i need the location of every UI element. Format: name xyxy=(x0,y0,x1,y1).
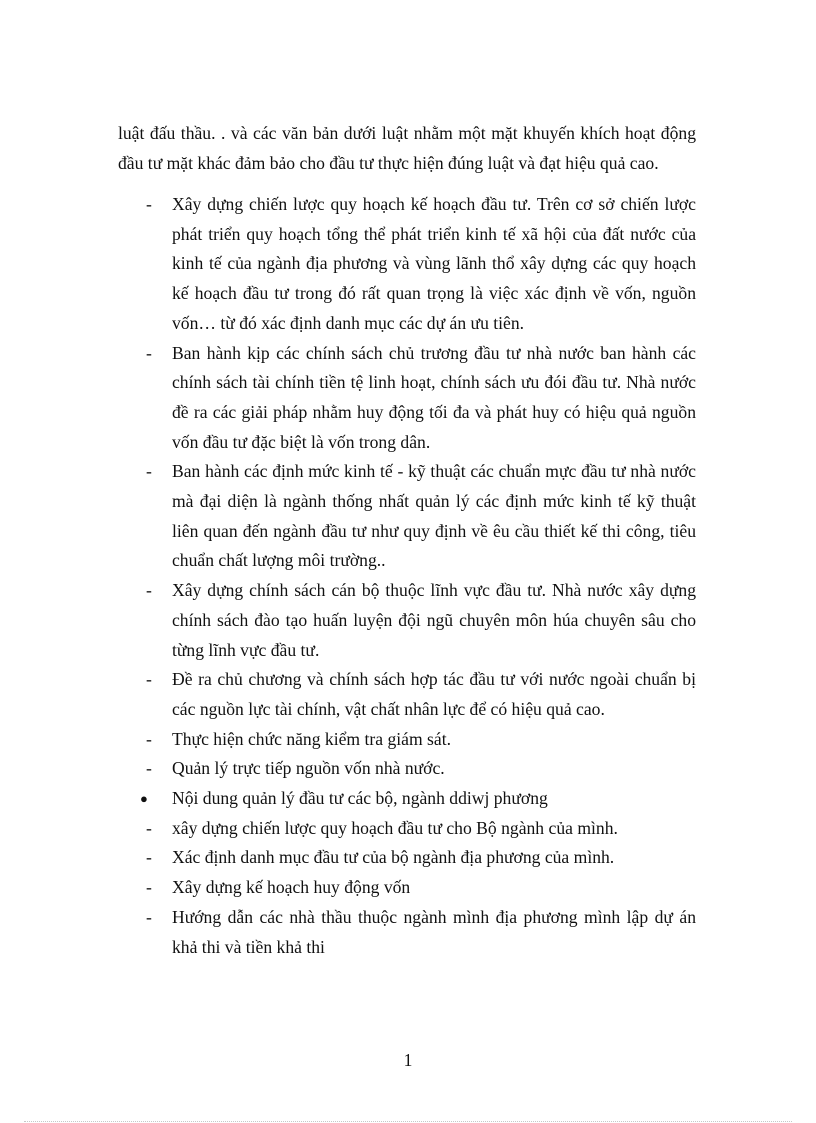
dash-marker: - xyxy=(146,877,152,898)
list-item xyxy=(146,190,696,339)
dash-marker: - xyxy=(146,194,152,214)
list-item xyxy=(146,457,696,576)
dash-marker: - xyxy=(146,817,152,838)
dash-marker: - xyxy=(146,906,152,927)
list-item xyxy=(146,754,696,784)
footer-divider xyxy=(24,1121,792,1122)
list-item-text: Xây dựng chiến lược quy hoạch kế hoạch đầu tư. Trên cơ sở chiến lược phát triển quy hoạch tổng thể phát triển kinh tế xã hội của đất nước của kinh tế của ngành địa phương và vùng lãnh thổ xây dựng các quy hoạch kế hoạch đầu tư trong đó rất quan trọng là việc xác định về vốn, nguồn vốn… từ đó xác định danh mục các dự án ưu tiên. xyxy=(172,194,696,333)
section-heading-text: Nội dung quản lý đầu tư các bộ, ngành ddiwj phương xyxy=(172,788,548,809)
list-item-text: Xác định danh mục đầu tư của bộ ngành địa phương của mình. xyxy=(172,847,615,868)
list-item xyxy=(146,725,696,755)
dash-marker: - xyxy=(146,580,152,601)
list-item-text: Xây dựng kế hoạch huy động vốn xyxy=(172,877,411,898)
dash-marker: - xyxy=(146,758,152,779)
dash-marker: - xyxy=(146,669,152,690)
list-item-text: Ban hành các định mức kinh tế - kỹ thuật các chuẩn mực đầu tư nhà nước mà đại diện là ngành thống nhất quản lý các định mức kinh tế kỹ thuật liên quan đến ngành đầu tư như quy định về êu cầu thiết kế thi công, tiêu chuẩn chất lượng môi trường.. xyxy=(172,461,696,571)
dash-marker: - xyxy=(146,461,152,482)
list-item-text: xây dựng chiến lược quy hoạch đầu tư cho Bộ ngành của mình. xyxy=(172,817,618,838)
list-item-text: Hướng dẫn các nhà thầu thuộc ngành mình địa phương mình lập dự án khả thi và tiền khả thi xyxy=(172,906,696,957)
list-item xyxy=(146,873,696,903)
dash-marker: - xyxy=(146,342,152,363)
bullet-list xyxy=(140,190,696,962)
intro-paragraph: luật đấu thầu. . và các văn bản dưới luật nhằm một mặt khuyến khích hoạt động đầu tư mặt khác đảm bảo cho đầu tư thực hiện đúng luật và đạt hiệu quả cao. xyxy=(118,122,696,173)
list-item-text: Quản lý trực tiếp nguồn vốn nhà nước. xyxy=(172,758,445,779)
list-item-text: Ban hành kịp các chính sách chủ trương đầu tư nhà nước ban hành các chính sách tài chính tiền tệ linh hoạt, chính sách ưu đói đầu tư. Nhà nước đề ra các giải pháp nhằm huy động tối đa và phát huy có hiệu quả nguồn vốn đầu tư đặc biệt là vốn trong dân. xyxy=(172,342,696,452)
list-item xyxy=(146,814,696,844)
list-item xyxy=(146,665,696,724)
dash-marker: - xyxy=(146,847,152,868)
bullet-icon: ● xyxy=(140,791,148,807)
list-item xyxy=(146,903,696,962)
list-item xyxy=(146,843,696,873)
list-item-text: Đề ra chủ chương và chính sách hợp tác đầu tư với nước ngoài chuẩn bị các nguồn lực tài chính, vật chất nhân lực để có hiệu quả cao. xyxy=(172,669,696,719)
section-heading-item xyxy=(140,784,696,814)
list-item-text: Thực hiện chức năng kiểm tra giám sát. xyxy=(172,728,451,749)
list-item-text: Xây dựng chính sách cán bộ thuộc lĩnh vực đầu tư. Nhà nước xây dựng chính sách đào tạo huấn luyện đội ngũ chuyên môn húa chuyên sâu cho từng lĩnh vực đầu tư. xyxy=(172,580,696,660)
page-number: 1 xyxy=(403,1050,413,1070)
list-item xyxy=(146,339,696,458)
list-item xyxy=(146,576,696,665)
dash-marker: - xyxy=(146,728,152,749)
